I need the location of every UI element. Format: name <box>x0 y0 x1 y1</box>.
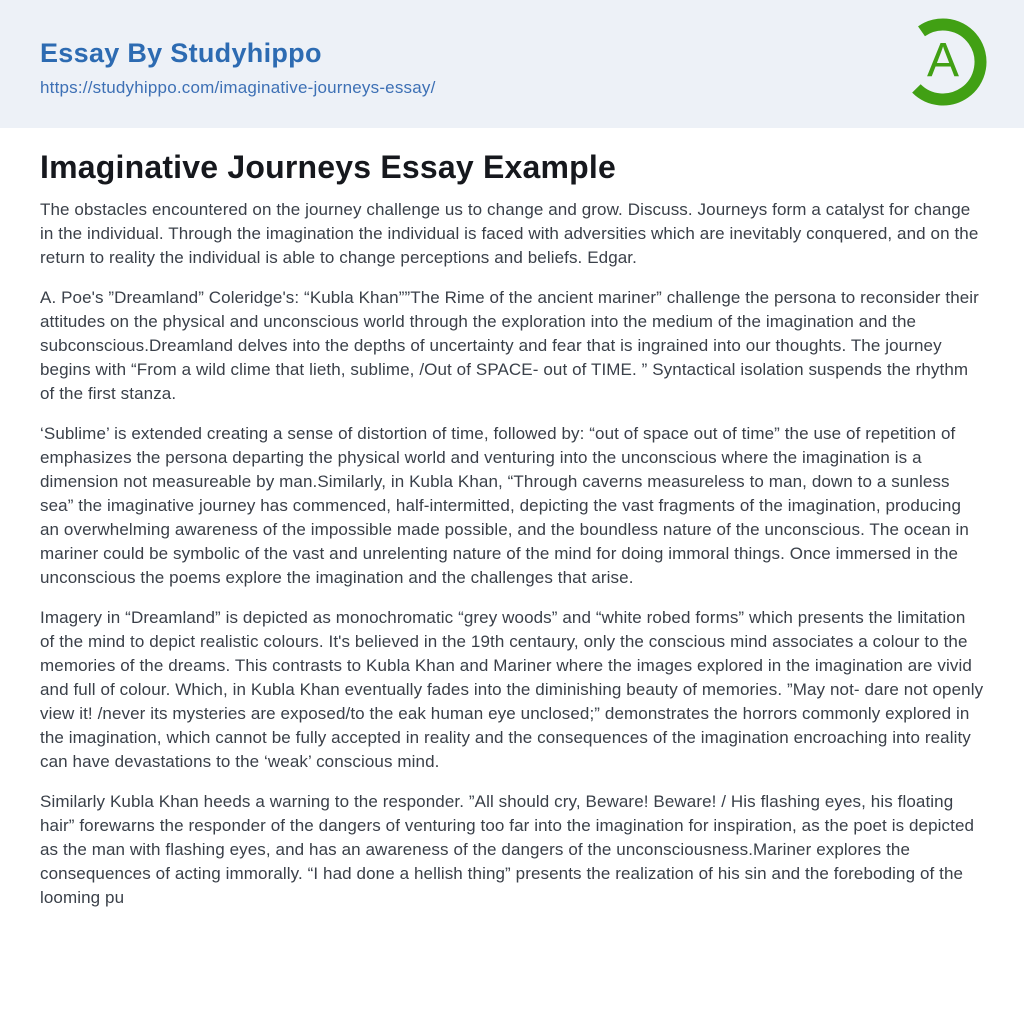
studyhippo-logo-icon <box>899 18 987 106</box>
essay-content <box>0 149 1024 910</box>
essay-url-link[interactable]: https://studyhippo.com/imaginative-journeys-essay/ <box>40 78 436 97</box>
page-header <box>0 0 1024 128</box>
essay-paragraph: Imagery in “Dreamland” is depicted as monochromatic “grey woods” and “white robed forms” which presents the limitation of the mind to depict realistic colours. It's believed in the 19th centaury, only the conscious mind associates a colour to the memories of the dreams. This contrasts to Kubla Khan and Mariner where the images explored in the imagination are vivid and full of colour. Which, in Kubla Khan eventually fades into the diminishing beauty of memories. ”May not- dare not openly view it! /never its mysteries are exposed/to the eak human eye unclosed;” demonstrates the horrors commonly explored in the imagination, which cannot be fully accepted in reality and the consequences of the imagination encroaching into reality can have devastations to the ‘weak’ conscious mind. <box>40 608 984 771</box>
site-title: Essay By Studyhippo <box>40 38 322 68</box>
essay-paragraph: ‘Sublime’ is extended creating a sense of distortion of time, followed by: “out of space out of time” the use of repetition of emphasizes the persona departing the physical world and venturing into the unconscious where the imagination is a dimension not measureable by man.Similarly, in Kubla Khan, “Through caverns measureless to man, down to a sunless sea” the imaginative journey has commenced, half-intermitted, depicting the vast fragments of the imagination, producing an overwhelming awareness of the impossible made possible, and the boundless nature of the unconscious. The ocean in mariner could be symbolic of the vast and unrelenting nature of the mind for doing immoral things. Once immersed in the unconscious the poems explore the imagination and the challenges that arise. <box>40 424 969 587</box>
logo-letter: A <box>926 34 960 87</box>
essay-body <box>40 198 984 910</box>
essay-title: Imaginative Journeys Essay Example <box>40 149 616 185</box>
essay-paragraph: Similarly Kubla Khan heeds a warning to the responder. ”All should cry, Beware! Beware! / His flashing eyes, his floating hair” forewarns the responder of the dangers of venturing too far into the imagination for inspiration, as the poet is depicted as the man with flashing eyes, and has an awareness of the dangers of the unconsciousness.Mariner explores the consequences of acting immorally. “I had done a hellish thing” presents the realization of his sin and the foreboding of the looming pu <box>40 792 975 907</box>
essay-paragraph: A. Poe's ”Dreamland” Coleridge's: “Kubla Khan””The Rime of the ancient mariner” challenge the persona to reconsider their attitudes on the physical and unconscious world through the exploration into the medium of the imagination and the subconscious.Dreamland delves into the depths of uncertainty and fear that is ingrained into our thoughts. The journey begins with “From a wild clime that lieth, sublime, /Out of SPACE- out of TIME. ” Syntactical isolation suspends the rhythm of the first stanza. <box>40 288 979 403</box>
essay-paragraph: The obstacles encountered on the journey challenge us to change and grow. Discuss. Journeys form a catalyst for change in the individual. Through the imagination the individual is faced with adversities which are inevitably conquered, and on the return to reality the individual is able to change perceptions and beliefs. Edgar. <box>40 200 979 267</box>
